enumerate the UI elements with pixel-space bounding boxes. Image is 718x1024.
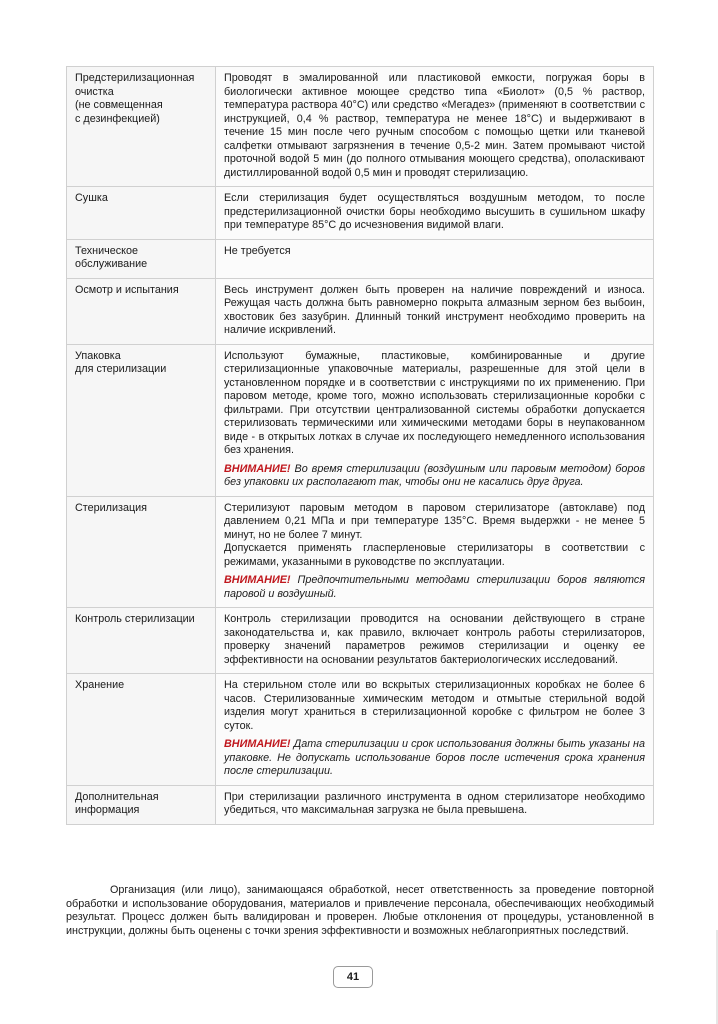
- table-row: [67, 674, 654, 786]
- row-description: [216, 344, 654, 496]
- warning-note: [224, 738, 645, 779]
- row-label: Хранение: [67, 674, 216, 786]
- warning-text: Дата стерилизации и срок использования должны быть указаны на упаковке. Не допускать использование боров после истечения срока хранения после стерилизации.: [224, 738, 645, 777]
- row-description: [216, 496, 654, 608]
- row-text: Стерилизуют паровым методом в паровом стерилизаторе (автоклаве) под давлением 0,21 МПа и при температуре 135°С. Время выдержки - не менее 5 минут, но не более 7 минут.: [224, 501, 645, 541]
- reprocessing-table: [66, 66, 654, 825]
- warning-label: ВНИМАНИЕ!: [224, 738, 291, 750]
- table-row: [67, 187, 654, 240]
- row-label: Контроль стерилизации: [67, 608, 216, 674]
- row-text: Контроль стерилизации проводится на основании действующего в стране законодательства и, как правило, включает контроль работы стерилизаторов, проверку значений параметров режимов стерилизации и оценку ее эффективности на основании результатов бактериологических исследований.: [224, 613, 645, 666]
- warning-text: Во время стерилизации (воздушным или паровым методом) боров без упаковки их располагают так, чтобы они не касались друг друга.: [224, 462, 645, 488]
- responsibility-paragraph: Организация (или лицо), занимающаяся обработкой, несет ответственность за проведение повторной обработки и использование оборудования, материалов и привлечение персонала, обеспечивающих необходимый результат. Процесс должен быть валидирован и проверен. Любые отклонения от процедуры, установленной в инструкции, должны быть оценены с точки зрения эффективности и возможных неблагоприятных последствий.: [66, 884, 654, 937]
- warning-label: ВНИМАНИЕ!: [224, 462, 291, 475]
- table-row: [67, 278, 654, 344]
- warning-text: Предпочтительными методами стерилизации боров являются паровой и воздушный.: [224, 574, 645, 600]
- table-row: [67, 239, 654, 278]
- row-description: [216, 674, 654, 786]
- row-label: Сушка: [67, 187, 216, 240]
- row-text: При стерилизации различного инструмента в одном стерилизаторе необходимо убедиться, что максимальная загрузка не была превышена.: [224, 790, 645, 816]
- row-description: [216, 67, 654, 187]
- row-text: Проводят в эмалированной или пластиковой емкости, погружая боры в биологически активное моющее средство типа «Биолот» (0,5 % раствор, температура раствора 40°С) или средство «Мегадез» (применяют в соответствии с инструкцией, 0,4 % раствор, температура не менее 18°С) и выдерживают в течение 15 мин после чего ручным способом с помощью щетки или тканевой салфетки отмывают загрязнения в течение 0,5-2 мин. Затем промывают чистой проточной водой 5 мин (до полного отмывания моющего средства), ополаскивают дистиллированной водой 0,5 мин и проводят стерилизацию.: [224, 72, 645, 179]
- warning-label: ВНИМАНИЕ!: [224, 574, 291, 586]
- row-label: Осмотр и испытания: [67, 278, 216, 344]
- row-description: [216, 187, 654, 240]
- row-text: Если стерилизация будет осуществляться воздушным методом, то после предстерилизационной очистки боры необходимо высушить в сушильном шкафу при температуре 85°С до исчезновения видимой влаги.: [224, 192, 645, 231]
- row-description: [216, 608, 654, 674]
- row-text: На стерильном столе или во вскрытых стерилизационных коробках не более 6 часов. Стерилизованные химическим методом и отмытые стерильной водой изделия могут храниться в стерилизационной коробке с фильтром не более 3 суток.: [224, 679, 645, 732]
- table-row: [67, 496, 654, 608]
- warning-note: [224, 574, 645, 601]
- row-description: [216, 239, 654, 278]
- row-label: Стерилизация: [67, 496, 216, 608]
- table-row: [67, 67, 654, 187]
- row-description: [216, 785, 654, 824]
- row-label: Дополнительная информация: [67, 785, 216, 824]
- table-row: [67, 785, 654, 824]
- row-label: Упаковка для стерилизации: [67, 344, 216, 496]
- row-text: Весь инструмент должен быть проверен на наличие повреждений и износа. Режущая часть должна быть равномерно покрыта алмазным зерном без выбоин, хвостовик без зазубрин. Длинный тонкий инструмент необходимо проверить на наличие искривлений.: [224, 283, 645, 336]
- row-text-secondary: Допускается применять гласперленовые стерилизаторы в соответствии с режимами, указанными в руководстве по эксплуатации.: [224, 542, 645, 568]
- row-text: Используют бумажные, пластиковые, комбинированные и другие стерилизационные упаковочные материалы, разрешенные для этой цели в установленном порядке и в соответствии с инструкциями по их применению. При паровом методе, кроме того, можно использовать стерилизационные коробки с фильтрами. При отсутствии централизованной системы обработки допускается стерилизовать термическими или химическими методами боры в неупакованном виде - в открытых лотках в случае их последующего немедленного использования без хранения.: [224, 349, 645, 456]
- table-row: [67, 608, 654, 674]
- table-row: [67, 344, 654, 496]
- row-description: [216, 278, 654, 344]
- warning-note: [224, 463, 645, 490]
- row-label: Техническое обслуживание: [67, 239, 216, 278]
- page-number: 41: [333, 966, 373, 988]
- row-text: Не требуется: [224, 244, 291, 257]
- row-label: Предстерилизационная очистка (не совмещенная с дезинфекцией): [67, 67, 216, 187]
